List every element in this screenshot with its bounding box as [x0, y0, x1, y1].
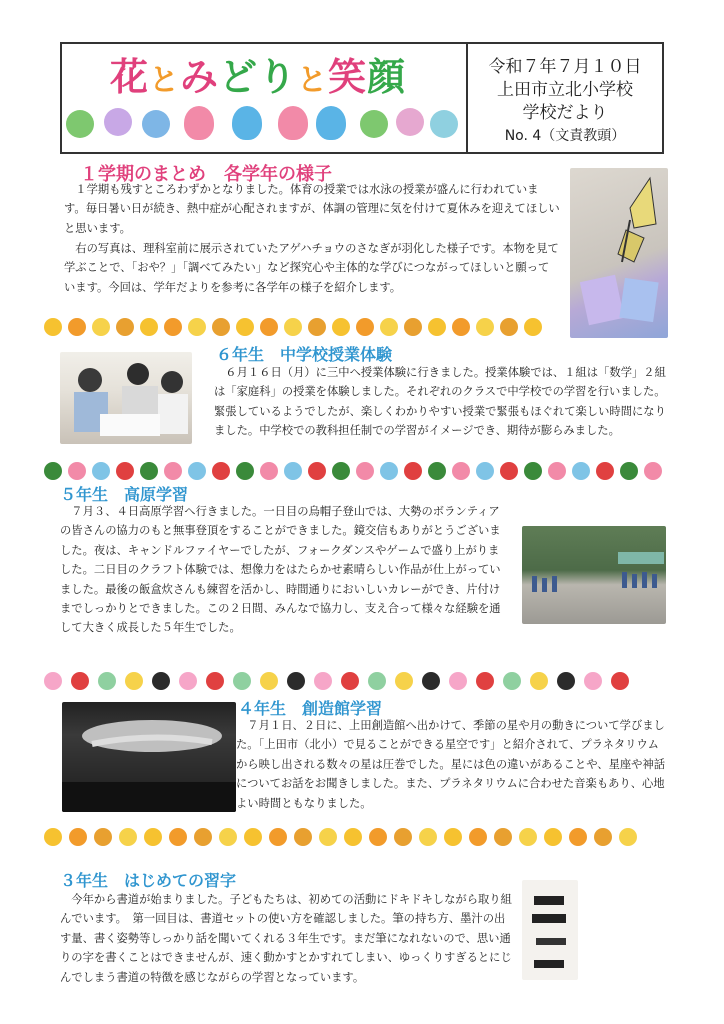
header-divider: [466, 42, 468, 154]
grade4-paragraph: ７月１日、２日に、上田創造館へ出かけて、季節の星や月の動きについて学びました。「上田市（北小）で見ることができる星空です」と紹介されて、プラネタリウムから映し出される数々の星は圧巻でした。星には色の違いがあることや、星座や神話についてお話をお聞きしました。また、プラネタリウムに合わせた音楽もあり、心地よい時間ともなりました。: [236, 719, 666, 810]
grade5-heading: ５年生 高原学習: [60, 485, 189, 504]
school-name: 上田市立北小学校: [497, 80, 633, 100]
sunflower-icon: [44, 318, 62, 336]
title-char: み: [180, 55, 220, 99]
summary-paragraph-1: １学期も残すところわずかとなりました。体育の授業では水泳の授業が盛んに行われています。毎日暑い日が続き、熱中症が心配されますが、体調の管理に気を付けて夏休みを迎えてほしいと思います。: [64, 183, 560, 235]
sunflower-icon: [116, 318, 134, 336]
watermelon-icon: [188, 462, 206, 480]
hydrangea-icon: [142, 110, 170, 138]
fireworks-icon: [152, 672, 170, 690]
sunflower-icon: [476, 318, 494, 336]
sunflower-icon: [244, 828, 262, 846]
newsletter-title: [110, 46, 406, 101]
sunflower-icon: [594, 828, 612, 846]
watermelon-icon: [572, 462, 590, 480]
newsletter-type: 学校だより: [522, 103, 608, 123]
watermelon-icon: [596, 462, 614, 480]
watermelon-icon: [68, 462, 86, 480]
grade5-paragraph: ７月３、４日高原学習へ行きました。一日目の烏帽子登山では、大勢のボランティアの皆さんの協力のもと無事登頂をすることができました。鏡交信もありがとうございました。夜は、キャンドルファイヤーでしたが、フォークダンスやゲームで盛り上がりました。二日目のクラフト体験では、想像力をはたらかせ素晴らしい作品が仕上がっていました。最後の飯盒炊さんも練習を活かし、時間通りにおいしいカレーができ、片付けまでしっかりとできました。この２日間、みんなで協力し、支え合って様々な経験を通して大きく成長した５年生でした。: [60, 505, 501, 635]
watermelon-icon: [452, 462, 470, 480]
fireworks-icon: [530, 672, 548, 690]
sunflower-icon: [308, 318, 326, 336]
watermelon-icon: [140, 462, 158, 480]
watermelon-icon: [236, 462, 254, 480]
calligraphy-photo: [522, 880, 578, 980]
fireworks-icon: [71, 672, 89, 690]
watermelon-icon: [356, 462, 374, 480]
grade3-heading: ３年生 はじめての習字: [60, 871, 237, 890]
sunflower-icon: [394, 828, 412, 846]
watermelon-icon: [212, 462, 230, 480]
fireworks-icon: [44, 672, 62, 690]
title-char: り: [258, 55, 298, 99]
sunflower-icon: [194, 828, 212, 846]
watermelon-icon: [284, 462, 302, 480]
fireworks-icon: [314, 672, 332, 690]
issue-date: 令和７年７月１０日: [488, 57, 642, 77]
sunflower-icon: [419, 828, 437, 846]
sunflower-icon: [356, 318, 374, 336]
title-char: 笑: [328, 55, 368, 99]
sunflower-icon: [524, 318, 542, 336]
highland-trip-photo: [522, 526, 666, 624]
sunflower-divider: [44, 316, 544, 338]
watermelon-icon: [260, 462, 278, 480]
watermelon-icon: [428, 462, 446, 480]
sunflower-icon: [44, 828, 62, 846]
fireworks-icon: [584, 672, 602, 690]
junior-high-class-photo: [60, 352, 192, 444]
hydrangea-icon: [66, 110, 94, 138]
fireworks-divider: [44, 670, 644, 692]
title-char: と: [149, 63, 181, 98]
fireworks-icon: [503, 672, 521, 690]
sunflower-icon: [469, 828, 487, 846]
sunflower-icon: [119, 828, 137, 846]
sunflower-icon: [369, 828, 387, 846]
sunflower-icon: [452, 318, 470, 336]
watermelon-icon: [164, 462, 182, 480]
sunflower-icon: [212, 318, 230, 336]
hydrangea-icon: [360, 110, 388, 138]
fireworks-icon: [368, 672, 386, 690]
fireworks-icon: [341, 672, 359, 690]
fireworks-icon: [449, 672, 467, 690]
watermelon-icon: [116, 462, 134, 480]
sunflower-icon: [444, 828, 462, 846]
sunflower-divider-2: [44, 826, 644, 848]
fireworks-icon: [233, 672, 251, 690]
title-char: と: [297, 63, 329, 98]
sunflower-icon: [140, 318, 158, 336]
issue-info: [470, 56, 660, 148]
planetarium-photo: [62, 702, 236, 812]
hydrangea-icon: [430, 110, 458, 138]
sunflower-icon: [500, 318, 518, 336]
hydrangea-icon: [396, 108, 424, 136]
grade3-paragraph: 今年から書道が始まりました。子どもたちは、初めての活動にドキドキしながら取り組んでいます。 第一回目は、書道セットの使い方を確認しました。筆の持ち方、墨汁の出す量、書く姿勢等しっかり話を聞いてくれる３年生です。まだ筆になれないので、思い通りの字を書くことはできませんが、速く動かすとかすれてしまい、ゆっくりすぎるとにじんでしまう書道の特徴を感じながらの学習となっています。: [60, 893, 512, 984]
watermelon-icon: [620, 462, 638, 480]
title-char: 顔: [367, 55, 407, 99]
fireworks-icon: [206, 672, 224, 690]
sunflower-icon: [494, 828, 512, 846]
fireworks-icon: [476, 672, 494, 690]
sunflower-icon: [544, 828, 562, 846]
sunflower-icon: [144, 828, 162, 846]
fireworks-icon: [179, 672, 197, 690]
fireworks-icon: [395, 672, 413, 690]
watermelon-icon: [500, 462, 518, 480]
fireworks-icon: [125, 672, 143, 690]
hydrangea-icon: [104, 108, 132, 136]
sunflower-icon: [284, 318, 302, 336]
butterfly-photo: [570, 168, 668, 338]
butterfly-icon: [570, 168, 668, 338]
grade6-paragraph: ６月１６日（月）に三中へ授業体験に行きました。授業体験では、１組は「数学」２組は「家庭科」の授業を体験しました。それぞれのクラスで中学校での学習を行いました。緊張しているようでしたが、楽しくわかりやすい授業で緊張もほぐれて楽しい時間になりました。中学校での教科担任制での学習がイメージでき、期待が膨らみました。: [214, 366, 666, 438]
watermelon-icon: [644, 462, 662, 480]
sunflower-icon: [94, 828, 112, 846]
grade4-heading: ４年生 創造館学習: [238, 699, 383, 718]
sunflower-icon: [188, 318, 206, 336]
sunflower-icon: [69, 828, 87, 846]
title-char: 花: [110, 55, 150, 99]
sunflower-icon: [380, 318, 398, 336]
watermelon-icon: [404, 462, 422, 480]
fireworks-icon: [260, 672, 278, 690]
title-char: ど: [219, 55, 259, 99]
sunflower-icon: [260, 318, 278, 336]
watermelon-icon: [92, 462, 110, 480]
fireworks-icon: [98, 672, 116, 690]
sunflower-icon: [236, 318, 254, 336]
sunflower-icon: [569, 828, 587, 846]
summary-paragraph-2: 右の写真は、理科室前に展示されていたアゲハチョウのさなぎが羽化した様子です。本物を見て学ぶことで、「おや？」「調べてみたい」など探究心や主体的な学びにつながってほしいと願っています。今回は、学年だよりを参考に各学年の様子を紹介します。: [64, 242, 559, 294]
blue-bird-icon: [316, 106, 346, 140]
fireworks-icon: [287, 672, 305, 690]
watermelon-icon: [380, 462, 398, 480]
fireworks-icon: [422, 672, 440, 690]
pink-bird-icon: [184, 106, 214, 140]
sunflower-icon: [169, 828, 187, 846]
sunflower-icon: [319, 828, 337, 846]
watermelon-icon: [524, 462, 542, 480]
grade6-heading: ６年生 中学校授業体験: [216, 345, 393, 364]
sunflower-icon: [332, 318, 350, 336]
sunflower-icon: [164, 318, 182, 336]
fireworks-icon: [611, 672, 629, 690]
watermelon-icon: [476, 462, 494, 480]
sunflower-icon: [619, 828, 637, 846]
header-illustration: [66, 100, 466, 150]
watermelon-icon: [308, 462, 326, 480]
pink-bird-icon: [278, 106, 308, 140]
watermelon-divider: [44, 460, 664, 482]
watermelon-icon: [44, 462, 62, 480]
sunflower-icon: [92, 318, 110, 336]
sunflower-icon: [344, 828, 362, 846]
watermelon-icon: [548, 462, 566, 480]
sunflower-icon: [68, 318, 86, 336]
sunflower-icon: [428, 318, 446, 336]
watermelon-icon: [332, 462, 350, 480]
sunflower-icon: [404, 318, 422, 336]
fireworks-icon: [557, 672, 575, 690]
issue-number: No. 4（文責教頭）: [504, 128, 626, 144]
blue-bird-icon: [232, 106, 262, 140]
sunflower-icon: [269, 828, 287, 846]
sunflower-icon: [519, 828, 537, 846]
sunflower-icon: [219, 828, 237, 846]
summary-heading: １学期のまとめ 各学年の様子: [80, 164, 332, 185]
sunflower-icon: [294, 828, 312, 846]
